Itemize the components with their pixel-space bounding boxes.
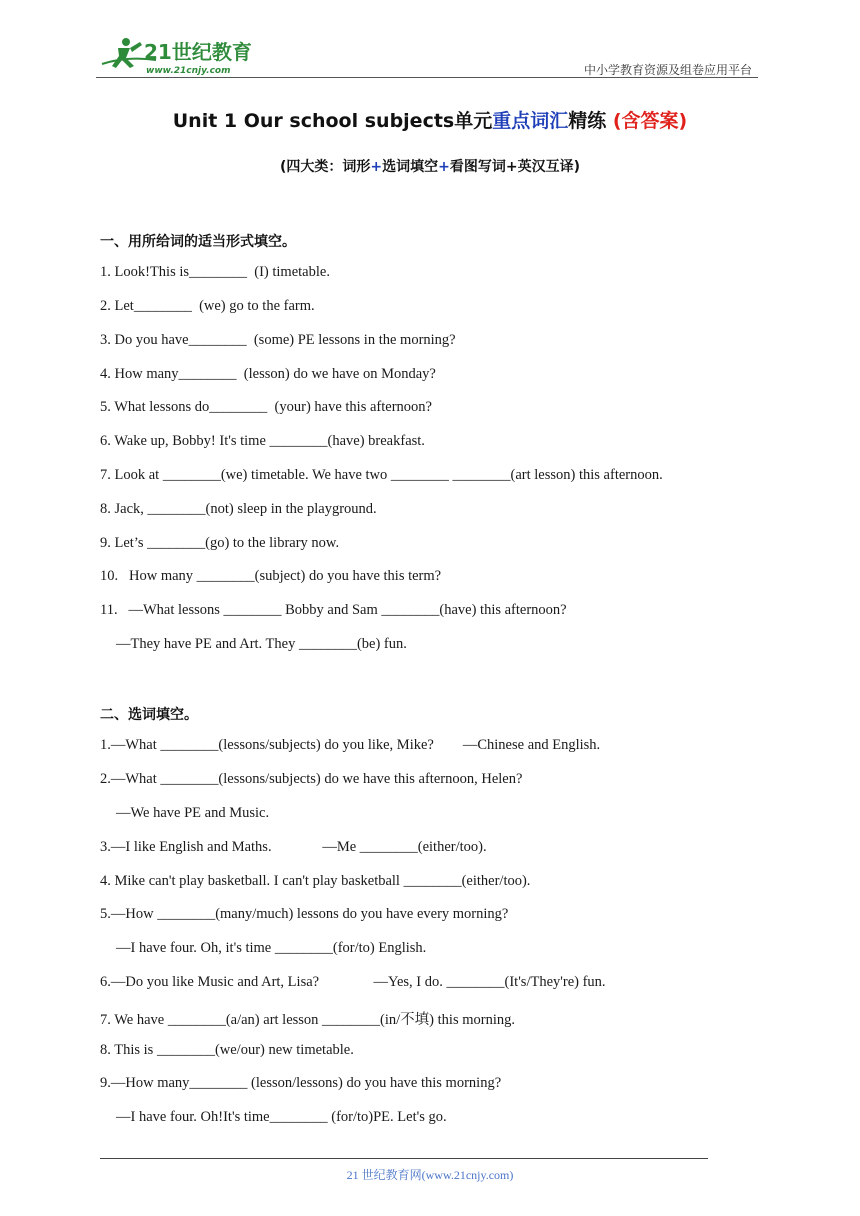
section1-item-2: 2. Let________ (we) go to the farm. bbox=[100, 298, 315, 314]
section2-item-5: 5.—How ________(many/much) lessons do you have every morning? bbox=[100, 906, 509, 922]
section1-item-1: 1. Look!This is________ (I) timetable. bbox=[100, 264, 330, 280]
section2-item-3: 3.—I like English and Maths. —Me ________(either/too). bbox=[100, 839, 487, 855]
section2-item-5-answer: —I have four. Oh, it's time ________(for/to) English. bbox=[116, 940, 427, 956]
subtitle-b: 选词填空 bbox=[382, 159, 439, 175]
subtitle-c: 看图写词+英汉互译) bbox=[449, 159, 580, 175]
section1-title: 一、用所给词的适当形式填空。 bbox=[100, 234, 296, 250]
section2-item-6: 6.—Do you like Music and Art, Lisa? —Yes, I do. ________(It's/They're) fun. bbox=[100, 974, 606, 990]
title-part4: (含答案) bbox=[612, 110, 688, 132]
section1-item-6: 6. Wake up, Bobby! It's time ________(have) breakfast. bbox=[100, 433, 425, 449]
section1-item-7: 7. Look at ________(we) timetable. We have two ________ ________(art lesson) this afternoon. bbox=[100, 467, 663, 483]
section2-item-2-answer: —We have PE and Music. bbox=[116, 805, 270, 821]
section1-item-9: 9. Let’s ________(go) to the library now. bbox=[100, 535, 340, 551]
section2-item-4: 4. Mike can't play basketball. I can't play basketball ________(either/too). bbox=[100, 873, 531, 889]
page-title bbox=[0, 106, 860, 133]
header-platform-text: 中小学教育资源及组卷应用平台 bbox=[583, 63, 752, 77]
section2-item-7: 7. We have ________(a/an) art lesson ________(in/不填) this morning. bbox=[100, 1012, 515, 1028]
title-part3: 精练 bbox=[568, 110, 607, 132]
section2-item-9: 9.—How many________ (lesson/lessons) do you have this morning? bbox=[100, 1075, 502, 1091]
section1-item-5: 5. What lessons do________ (your) have this afternoon? bbox=[100, 399, 432, 415]
title-part1: Unit 1 Our school subjects单元 bbox=[172, 110, 493, 132]
section1-item-11-answer: —They have PE and Art. They ________(be) fun. bbox=[116, 636, 407, 652]
page-header bbox=[96, 34, 756, 80]
section2-title: 二、选词填空。 bbox=[100, 707, 198, 723]
logo-text: 21世纪教育 bbox=[144, 40, 252, 64]
section2-item-2: 2.—What ________(lessons/subjects) do we have this afternoon, Helen? bbox=[100, 771, 523, 787]
section1-item-4: 4. How many________ (lesson) do we have on Monday? bbox=[100, 366, 436, 382]
subtitle-plus1: + bbox=[370, 159, 383, 175]
section1-item-8: 8. Jack, ________(not) sleep in the playground. bbox=[100, 501, 377, 517]
footer-divider bbox=[100, 1158, 708, 1159]
header-divider bbox=[96, 77, 758, 78]
page-subtitle bbox=[0, 156, 860, 176]
title-part2: 重点词汇 bbox=[492, 110, 569, 132]
section2-item-8: 8. This is ________(we/our) new timetable. bbox=[100, 1042, 354, 1058]
logo bbox=[96, 34, 266, 78]
section2-item-9-answer: —I have four. Oh!It's time________ (for/to)PE. Let's go. bbox=[116, 1109, 447, 1125]
section1-item-10: 10. How many ________(subject) do you have this term? bbox=[100, 568, 442, 584]
section1-item-11: 11. —What lessons ________ Bobby and Sam ________(have) this afternoon? bbox=[100, 602, 567, 618]
section2-item-1: 1.—What ________(lessons/subjects) do you like, Mike? —Chinese and English. bbox=[100, 737, 601, 753]
subtitle-plus2: + bbox=[438, 159, 450, 175]
section1-item-3: 3. Do you have________ (some) PE lessons in the morning? bbox=[100, 332, 456, 348]
page-footer[interactable]: 21 世纪教育网(www.21cnjy.com) bbox=[346, 1168, 514, 1182]
subtitle-a: (四大类：词形 bbox=[279, 159, 371, 175]
logo-url: www.21cnjy.com bbox=[146, 66, 231, 76]
